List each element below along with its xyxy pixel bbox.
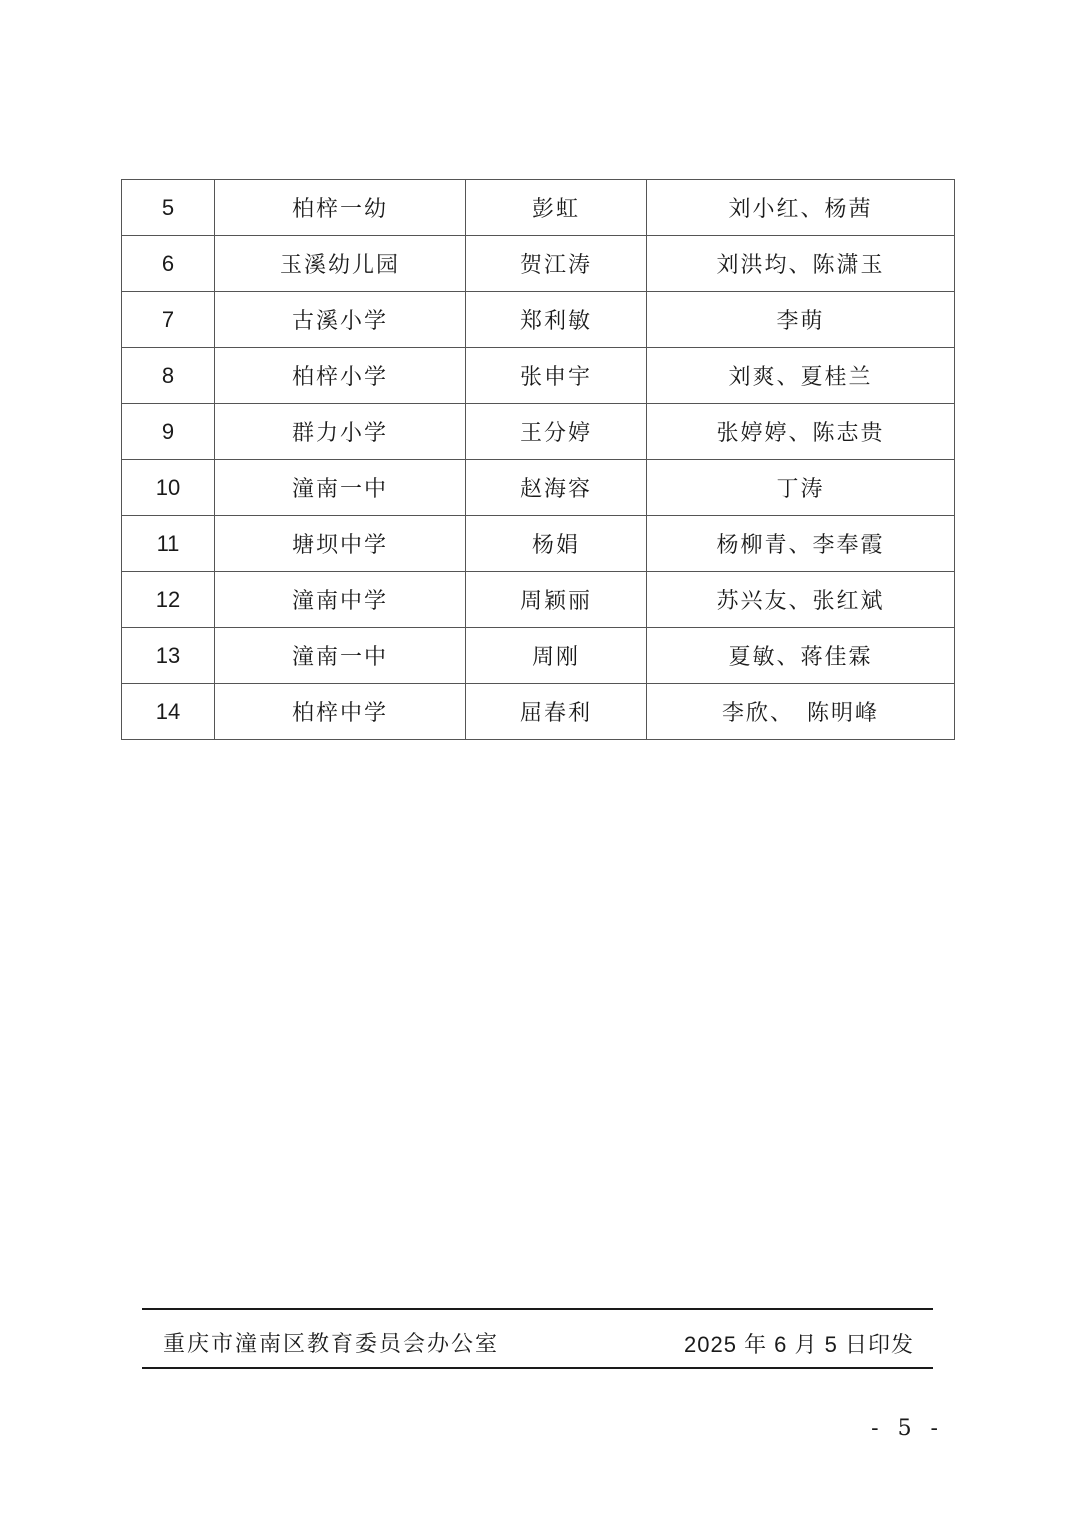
school-cell: 塘坝中学 bbox=[215, 516, 466, 572]
row-number: 10 bbox=[122, 460, 215, 516]
name-cell: 周刚 bbox=[466, 628, 647, 684]
name-cell: 屈春利 bbox=[466, 684, 647, 740]
members-cell: 夏敏、蒋佳霖 bbox=[647, 628, 955, 684]
members-cell: 李欣、 陈明峰 bbox=[647, 684, 955, 740]
roster-table bbox=[121, 179, 955, 740]
school-cell: 潼南中学 bbox=[215, 572, 466, 628]
row-number: 9 bbox=[122, 404, 215, 460]
name-cell: 贺江涛 bbox=[466, 236, 647, 292]
school-cell: 潼南一中 bbox=[215, 460, 466, 516]
name-cell: 张申宇 bbox=[466, 348, 647, 404]
row-number: 8 bbox=[122, 348, 215, 404]
table-row bbox=[122, 572, 955, 628]
school-cell: 古溪小学 bbox=[215, 292, 466, 348]
table-row bbox=[122, 628, 955, 684]
name-cell: 赵海容 bbox=[466, 460, 647, 516]
members-cell: 苏兴友、张红斌 bbox=[647, 572, 955, 628]
members-cell: 刘爽、夏桂兰 bbox=[647, 348, 955, 404]
members-cell: 丁涛 bbox=[647, 460, 955, 516]
name-cell: 周颖丽 bbox=[466, 572, 647, 628]
table-row bbox=[122, 404, 955, 460]
members-cell: 刘洪均、陈潇玉 bbox=[647, 236, 955, 292]
row-number: 13 bbox=[122, 628, 215, 684]
table-row bbox=[122, 292, 955, 348]
name-cell: 王分婷 bbox=[466, 404, 647, 460]
row-number: 14 bbox=[122, 684, 215, 740]
name-cell: 彭虹 bbox=[466, 180, 647, 236]
members-cell: 刘小红、杨茜 bbox=[647, 180, 955, 236]
name-cell: 杨娟 bbox=[466, 516, 647, 572]
table-row bbox=[122, 180, 955, 236]
school-cell: 玉溪幼儿园 bbox=[215, 236, 466, 292]
table-row bbox=[122, 348, 955, 404]
row-number: 11 bbox=[122, 516, 215, 572]
row-number: 6 bbox=[122, 236, 215, 292]
school-cell: 潼南一中 bbox=[215, 628, 466, 684]
footer-top-rule bbox=[142, 1308, 933, 1310]
table-row bbox=[122, 684, 955, 740]
name-cell: 郑利敏 bbox=[466, 292, 647, 348]
school-cell: 柏梓中学 bbox=[215, 684, 466, 740]
members-cell: 杨柳青、李奉霞 bbox=[647, 516, 955, 572]
row-number: 12 bbox=[122, 572, 215, 628]
members-cell: 张婷婷、陈志贵 bbox=[647, 404, 955, 460]
issuer-name: 重庆市潼南区教育委员会办公室 bbox=[163, 1332, 500, 1357]
table-row bbox=[122, 460, 955, 516]
page-number: - 5 - bbox=[871, 1416, 944, 1441]
row-number: 5 bbox=[122, 180, 215, 236]
school-cell: 柏梓小学 bbox=[215, 348, 466, 404]
footer-bottom-rule bbox=[142, 1367, 933, 1369]
members-cell: 李萌 bbox=[647, 292, 955, 348]
row-number: 7 bbox=[122, 292, 215, 348]
school-cell: 柏梓一幼 bbox=[215, 180, 466, 236]
table-row bbox=[122, 236, 955, 292]
issue-date: 2025 年 6 月 5 日印发 bbox=[684, 1332, 914, 1357]
table-row bbox=[122, 516, 955, 572]
school-cell: 群力小学 bbox=[215, 404, 466, 460]
